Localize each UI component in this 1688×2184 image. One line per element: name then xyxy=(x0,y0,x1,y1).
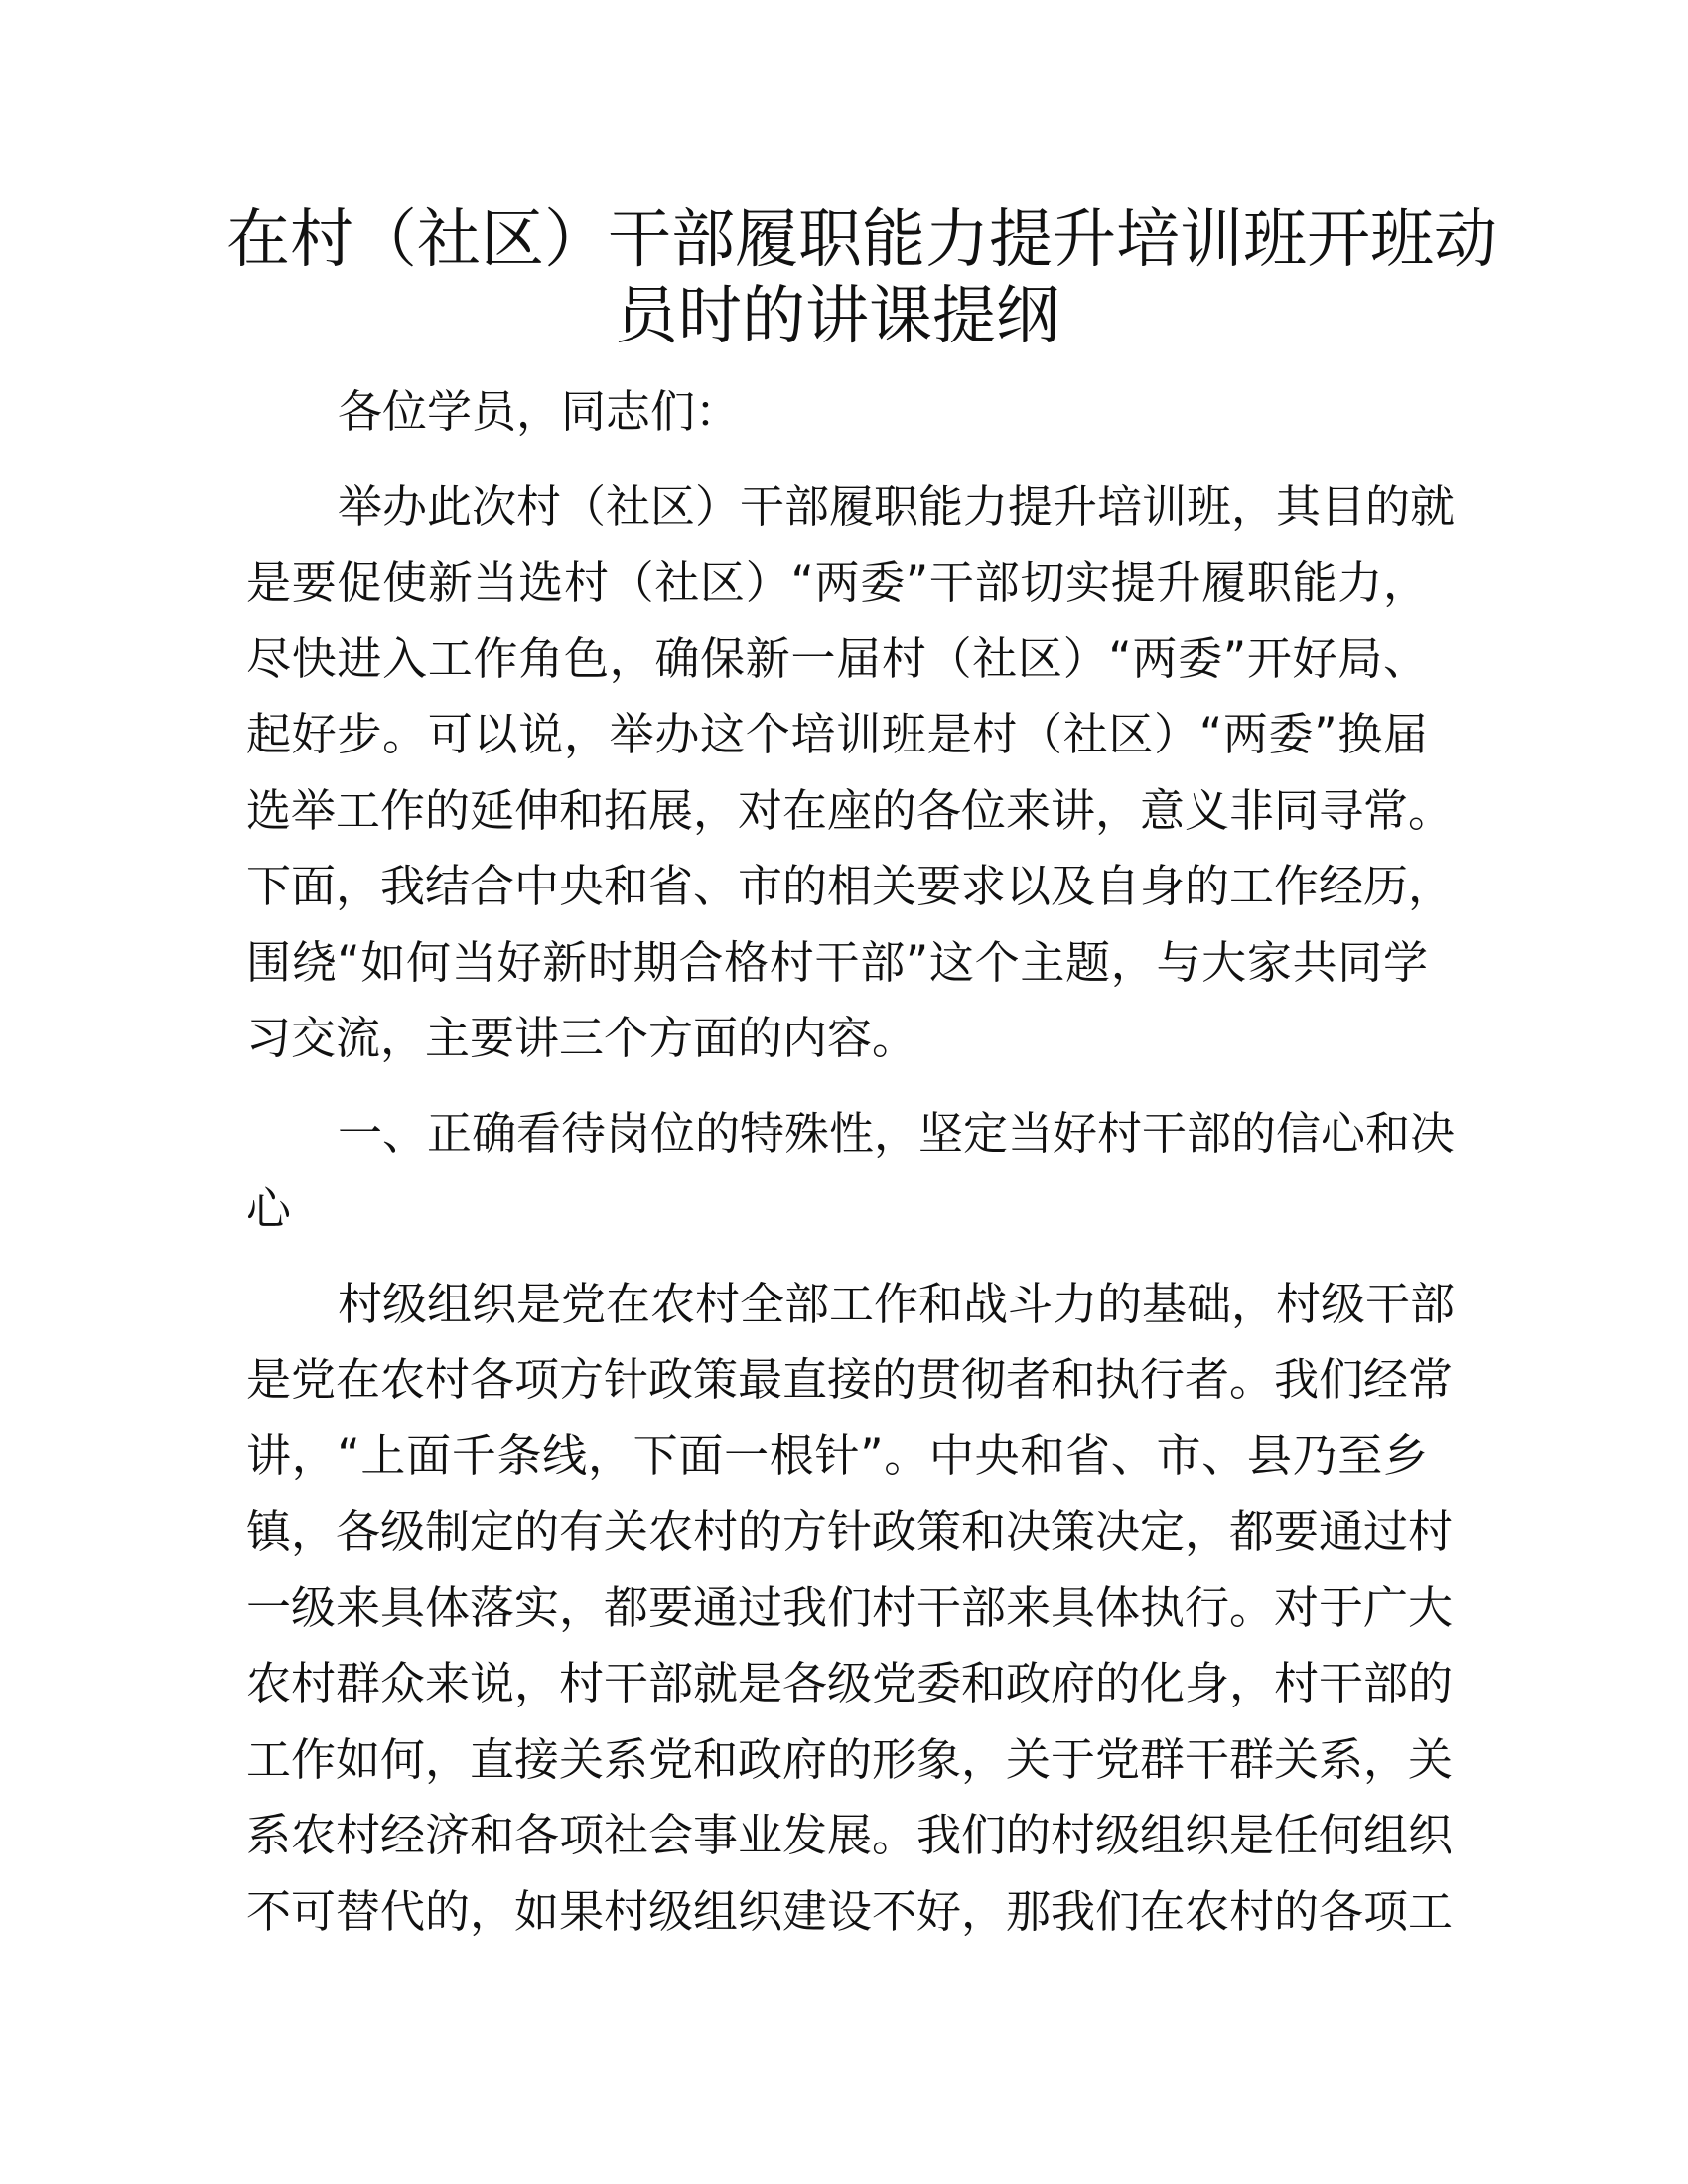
text-line: 习交流，主要讲三个方面的内容。 xyxy=(246,1012,917,1064)
text-line: 工作如何，直接关系党和政府的形象，关于党群干群关系，关 xyxy=(246,1732,1454,1786)
text-line: 选举工作的延伸和拓展，对在座的各位来讲，意义非同寻常。 xyxy=(246,783,1454,837)
section-heading-1 xyxy=(246,1096,1456,1248)
title-line: 在村（社区）干部履职能力提升培训班开班动 xyxy=(226,204,1497,277)
title-line: 员时的讲课提纲 xyxy=(615,280,1059,353)
greeting-line: 各位学员，同志们： xyxy=(338,385,741,438)
text-line: 讲，“上面千条线，下面一根针”。中央和省、市、县乃至乡 xyxy=(246,1429,1428,1482)
document-page xyxy=(226,203,1497,1950)
text-line: 一级来具体落实，都要通过我们村干部来具体执行。对于广大 xyxy=(246,1580,1454,1634)
greeting xyxy=(246,374,1428,451)
text-line: 尽快进入工作角色，确保新一届村（社区）“两委”开好局、 xyxy=(246,631,1428,685)
paragraph-intro xyxy=(246,470,1456,1077)
text-line: 举办此次村（社区）干部履职能力提升培训班，其目的就 xyxy=(338,479,1456,533)
text-line: 围绕“如何当好新时期合格村干部”这个主题，与大家共同学 xyxy=(246,935,1428,989)
heading-line: 心 xyxy=(246,1182,292,1235)
text-line: 不可替代的，如果村级组织建设不好，那我们在农村的各项工 xyxy=(246,1884,1454,1938)
heading-line: 一、正确看待岗位的特殊性，坚定当好村干部的信心和决 xyxy=(338,1106,1456,1160)
text-line: 起好步。可以说，举办这个培训班是村（社区）“两委”换届 xyxy=(246,708,1428,760)
text-line: 农村群众来说，村干部就是各级党委和政府的化身，村干部的 xyxy=(246,1657,1454,1709)
text-line: 镇，各级制定的有关农村的方针政策和决策决定，都要通过村 xyxy=(246,1505,1454,1558)
text-line: 下面，我结合中央和省、市的相关要求以及自身的工作经历， xyxy=(246,860,1454,912)
text-line: 是要促使新当选村（社区）“两委”干部切实提升履职能力， xyxy=(246,556,1428,609)
document-title xyxy=(226,203,1497,355)
text-line: 系农村经济和各项社会事业发展。我们的村级组织是任何组织 xyxy=(246,1809,1454,1861)
paragraph-section-1 xyxy=(246,1267,1456,1951)
text-line: 是党在农村各项方针政策最直接的贯彻者和执行者。我们经常 xyxy=(246,1353,1454,1406)
text-line: 村级组织是党在农村全部工作和战斗力的基础，村级干部 xyxy=(338,1277,1456,1330)
